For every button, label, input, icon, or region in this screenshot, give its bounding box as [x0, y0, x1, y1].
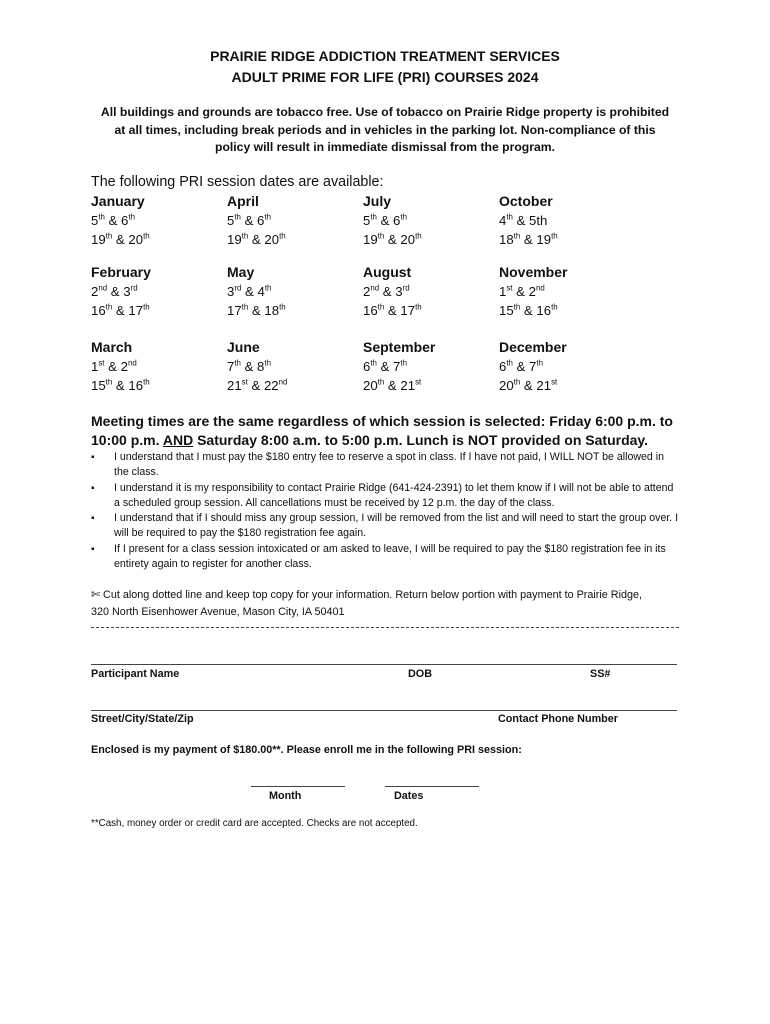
month-label: Month [269, 790, 302, 802]
list-item: ▪ I understand that I must pay the $180 entry fee to reserve a spot in class. If I have not paid, I WILL NOT be allowed in the class. [91, 450, 681, 481]
month-december: December [499, 339, 567, 355]
payment-note: **Cash, money order or credit card are accepted. Checks are not accepted. [91, 818, 418, 829]
address-label: Street/City/State/Zip [91, 713, 194, 725]
session-dates-second: 17th & 18th [227, 302, 286, 318]
phone-label: Contact Phone Number [498, 713, 618, 725]
notice-line: All buildings and grounds are tobacco free. Use of tobacco on Prairie Ridge property is prohibited [100, 105, 670, 119]
meeting-line: Meeting times are the same regardless of which session is selected: Friday 6:00 p.m. to [91, 413, 673, 429]
enrollment-statement: Enclosed is my payment of $180.00**. Please enroll me in the following PRI session: [91, 744, 522, 756]
session-dates-second: 19th & 20th [363, 231, 422, 247]
acknowledgement-list [91, 450, 681, 572]
session-dates-second: 16th & 17th [363, 302, 422, 318]
month-november: November [499, 264, 568, 280]
session-dates-first: 2nd & 3rd [91, 283, 138, 299]
session-dates-first: 1st & 2nd [499, 283, 545, 299]
month-january: January [91, 193, 145, 209]
list-item: ▪ If I present for a class session intoxicated or am asked to leave, I will be required to pay the $180 registration fee in its entirety again to register for another class. [91, 542, 681, 573]
session-dates-second: 15th & 16th [499, 302, 558, 318]
participant-line [91, 664, 677, 665]
month-february: February [91, 264, 151, 280]
dates-label: Dates [394, 790, 424, 802]
list-item: ▪ I understand it is my responsibility to contact Prairie Ridge (641-424-2391) to let them know if I will not be able to attend a scheduled group session. All cancellations must be received by 12 p.m. the day of the class. [91, 481, 681, 512]
session-dates-second: 19th & 20th [91, 231, 150, 247]
ss-label: SS# [590, 668, 611, 680]
session-dates-first: 5th & 6th [363, 212, 407, 228]
list-item: ▪ I understand that if I should miss any group session, I will be removed from the list and will need to start the group over. I will be required to pay the $180 registration fee again. [91, 511, 681, 542]
session-dates-first: 7th & 8th [227, 358, 271, 374]
month-may: May [227, 264, 255, 280]
session-dates-second: 19th & 20th [227, 231, 286, 247]
session-dates-second: 20th & 21st [363, 377, 422, 393]
participant-name-label: Participant Name [91, 668, 180, 680]
address-line [91, 710, 677, 711]
month-line [251, 786, 345, 787]
month-september: September [363, 339, 436, 355]
dob-label: DOB [408, 668, 432, 680]
meeting-line: 10:00 p.m. AND Saturday 8:00 a.m. to 5:00 p.m. Lunch is NOT provided on Saturday. [91, 432, 649, 448]
session-dates-first: 5th & 6th [91, 212, 135, 228]
schedule-intro: The following PRI session dates are available: [91, 174, 384, 190]
session-dates-second: 16th & 17th [91, 302, 150, 318]
session-dates-second: 18th & 19th [499, 231, 558, 247]
month-august: August [363, 264, 412, 280]
session-dates-first: 6th & 7th [499, 358, 543, 374]
session-dates-first: 5th & 6th [227, 212, 271, 228]
month-april: April [227, 193, 259, 209]
month-june: June [227, 339, 260, 355]
session-dates-second: 21st & 22nd [227, 377, 288, 393]
notice-line: policy will result in immediate dismissal from the program. [215, 140, 555, 154]
tobacco-notice [0, 104, 770, 157]
session-dates-first: 1st & 2nd [91, 358, 137, 374]
scissors-icon: ✄ [91, 589, 101, 601]
session-dates-second: 15th & 16th [91, 377, 150, 393]
session-dates-second: 20th & 21st [499, 377, 558, 393]
notice-line: at all times, including break periods and in vehicles in the parking lot. Non-compliance of this [114, 122, 656, 137]
document-subtitle: ADULT PRIME FOR LIFE (PRI) COURSES 2024 [231, 69, 539, 85]
month-march: March [91, 339, 133, 355]
session-dates-first: 2nd & 3rd [363, 283, 410, 299]
document-title: PRAIRIE RIDGE ADDICTION TREATMENT SERVICES [210, 48, 560, 64]
month-july: July [363, 193, 392, 209]
and-emphasis: AND [162, 432, 194, 448]
month-october: October [499, 193, 553, 209]
meeting-times [91, 412, 691, 450]
dates-line [385, 786, 479, 787]
session-dates-first: 4th & 5th [499, 212, 548, 228]
session-dates-first: 6th & 7th [363, 358, 407, 374]
cut-instructions: ✄ Cut along dotted line and keep top copy for your information. Return below portion with payment to Prairie Ridge, 320 North Eisenhower Avenue, Mason City, IA 50401 [91, 589, 642, 618]
cut-line [91, 627, 679, 628]
session-dates-first: 3rd & 4th [227, 283, 272, 299]
